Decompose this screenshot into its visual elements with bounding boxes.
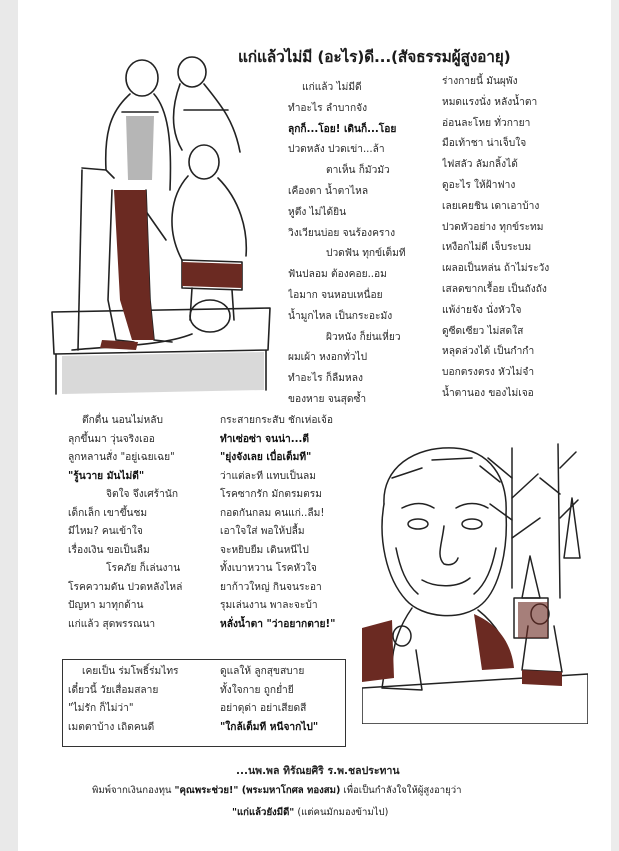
footer-line-2 [232,805,388,820]
poem-line: โรคความดัน ปวดหลังไหล่ [68,581,183,593]
poem-line: ปัญหา มาทุกด้าน [68,600,144,611]
poem-line: "รู้นวาย มันไม่ดี" [68,470,145,482]
poem-line: กระสายกระสับ ชักเห่อเจ้อ [220,415,334,426]
scan-edge-left [0,0,18,851]
footer-note: (แต่คนมักมองข้ามไป) [297,807,389,818]
box-column-right [220,663,344,737]
poem-line: ปวดฟัน ทุกข์เต็มที [326,248,406,260]
poem-line: ของหาย จนสุดซ้ำ [288,393,367,405]
footer-slogan: "แก่แล้วยังมีดี" [232,807,295,818]
poem-line: จะหยิบยืม เดินหนีไป [220,544,309,556]
poem-line: เหงือกไม่ดี เจ็บระบม [442,242,532,254]
poem-line: กอดกันกลม คนแก่..ลืม! [220,507,325,519]
poem-line: ผิวหนัง ก็ย่นเหี่ยว [326,331,401,343]
scan-edge-right [611,0,619,851]
poem-line: น้ำตานอง ของไม่เจอ [442,387,534,399]
poem-line: ลุกขึ้นมา วุ่นจริงเออ [68,433,155,445]
poem-column-2 [442,72,602,405]
poem-line: เคืองตา น้ำตาไหล [288,185,369,197]
poem-line: มีไหม? คนเข้าใจ [68,526,143,537]
poem-line: เผลอเป็นหล่น ถ้าไม่ระวัง [442,263,550,275]
poem-line: ฟันปลอม ต้องคอย..อม [288,269,387,281]
poem-line: อ่อนละโหย ทั่วกายา [442,117,531,129]
poem-line: ดูอะไร ให้ฝ้าฟาง [442,179,516,191]
footer-text: เพื่อเป็นกำลังใจให้ผู้สูงอายุว่า [343,785,462,796]
poem-line: แพ้ง่ายจัง นั่งหัวใจ [442,304,522,316]
poem-line: ยาก้าวใหญ่ กินจนระอา [220,581,322,593]
poem-line: ทั้งเบาหวาน โรคหัวใจ [220,563,317,574]
poem-line: เสลดขากเรื้อย เป็นถังถัง [442,283,547,295]
poem-line: ปวดหัวอย่าง ทุกข์ระทม [442,221,544,233]
poem-line: ผมเผ้า หงอกทั่วไป [288,352,368,364]
poem-line: เดี๋ยวนี้ วัยเสื่อมสลาย [68,684,159,696]
poem-line: รุมเล่นงาน พาละจะบ้า [220,600,318,611]
poem-line: เลยเคยชิน เดาเอาบ้าง [442,200,540,212]
poem-line: หมดแรงนั่ง หลังน้ำตา [442,96,538,108]
poem-line: เคยเป็น ร่มโพธิ์ร่มไทร [82,666,179,677]
poem-line: ไฟสลัว ลัมกลิ้งได้ [442,159,518,171]
poem-line: เด็กเล็ก เขาขึ้นชม [68,507,148,519]
poem-line: อย่าดุด่า อย่าเสียดสี [220,703,307,714]
poem-line: โรคภัย ก็เล่นงาน [106,563,181,574]
poem-line: มือเท้าชา น่าเจ็บใจ [442,138,527,150]
page-title: แก่แล้วไม่มี (อะไร)ดี...(สัจธรรมผู้สูงอายุ) [238,48,511,66]
poem-line: ตึกดื่น นอนไม่หลับ [82,415,163,426]
poem-line: ดูซีดเซียว ไม่สดใส [442,325,524,337]
poem-line: หูตึง ไม่ได้ยิน [288,206,347,218]
poem-column-3 [68,412,218,634]
poem-line: น้ำมูกไหล เป็นกระอะมัง [288,310,393,322]
poem-line: หลุดล่วงได้ เป็นกำกำ [442,346,535,358]
poem-line: ปวดหลัง ปวดเข่า...ล้า [288,144,385,156]
footer-text: พิมพ์จากเงินกองทุน [92,785,172,796]
poem-line: เรื่องเงิน ขอเป็นลืม [68,544,150,556]
poem-line: ลูกหลานสั่ง "อยู่เฉยเฉย" [68,452,175,463]
poem-column-1 [288,78,436,411]
poem-line: โรคซากรัก มักตรมตรม [220,489,322,500]
poem-line: ว่าแต่ละที แทบเป็นลม [220,470,316,482]
poem-line: "ยุ่งจังเลย เบื่อเต็มที" [220,452,312,463]
poem-line: ทำอะไร ก็ลืมหลง [288,373,363,385]
poem-line: ทั้งใจกาย ถูกย่ำยี [220,684,294,696]
poem-line: แก่แล้ว สุดพรรณนา [68,618,156,630]
poem-line: ทำอะไร ลำบากจัง [288,102,368,114]
poem-line: วิงเวียนบ่อย จนร้องคราง [288,227,396,239]
poem-line: จิตใจ จึงเศร้านัก [106,489,178,500]
poem-line: "ใกล้เต็มที หนีจากไป" [220,721,319,733]
poem-line: หลั่งน้ำตา "ว่าอยากตาย!" [220,618,336,630]
poem-line: ทำเซ่อซ่า จนน่า...ตี [220,433,309,445]
footer-line-1 [92,783,462,798]
elderly-family-illustration [42,50,274,402]
elderly-face-temple-illustration [362,438,588,724]
author-credit: ...นพ.พล ทิรัณยศิริ ร.พ.ชลประทาน [236,765,400,777]
poem-column-4 [220,412,370,634]
footer-fund-name: "คุณพระช่วย!" (พระมหาโกศล ทองสม) [174,785,341,796]
box-column-left [68,663,218,737]
poem-line: ตาเห็น ก็มัวมัว [326,165,390,177]
poem-line: ร่างกายนี้ มันผุพัง [442,76,518,87]
poem-line: เมตตาบ้าง เถิดคนดี [68,721,155,733]
poem-line: ลุกก็...โอย! เดินก็...โอย [288,123,397,135]
poem-line: ดูแลให้ ลูกสุขสบาย [220,666,305,677]
poem-line: บอกตรงตรง หัวไม่จำ [442,367,535,379]
poem-line: แก่แล้ว ไม่มีดี [302,82,362,93]
poem-line: "ไม่รัก ก็ไม่ว่า" [68,703,134,714]
poem-line: ไอมาก จนหอบเหนื่อย [288,289,383,301]
poem-line: เอาใจใส่ พอให้ปลื้ม [220,526,305,537]
